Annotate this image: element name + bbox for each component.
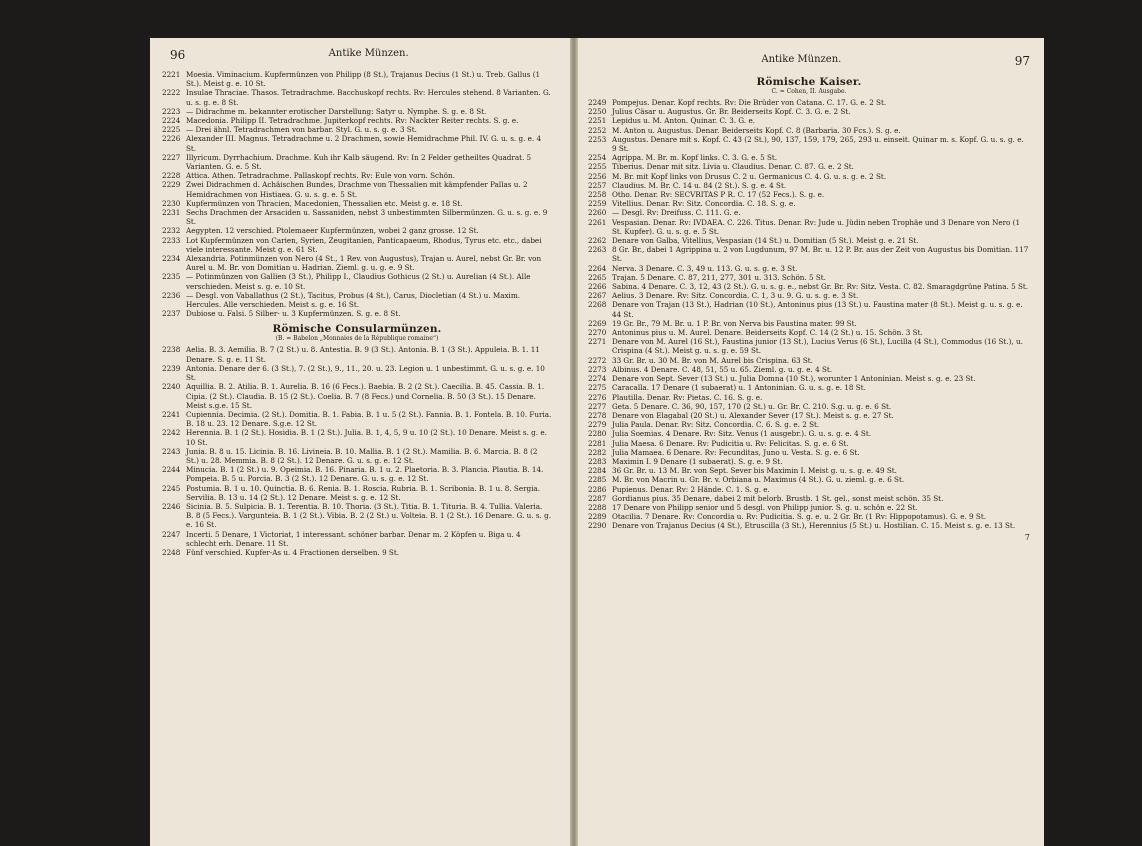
- catalog-entry: [162, 107, 552, 116]
- lot-number: 2279: [588, 420, 607, 430]
- lot-number: 2260: [588, 208, 607, 218]
- catalog-entry: [162, 530, 552, 548]
- section-subtitle: (B. = Babelon „Monnaies de la République romaine“): [275, 335, 439, 343]
- catalog-entry: [588, 503, 1030, 512]
- lot-description: Albinus. 4 Denare. C. 48, 51, 55 u. 65. Zieml. g. u. g. e. 4 St.: [612, 364, 833, 374]
- lot-description: M. Br. von Macrin u. Gr. Br. v. Orbiana u. Maximus (4 St.). G. u. zieml. g. e. 6 St.: [612, 475, 905, 485]
- lot-description: Dubiose u. Falsi. 5 Silber- u. 3 Kupfermünzen. S. g. e. 8 St.: [186, 309, 401, 319]
- lot-description: 19 Gr. Br., 79 M. Br. u. 1 P. Br. von Nerva bis Faustina mater. 99 St.: [612, 318, 857, 328]
- lot-number: 2249: [588, 98, 607, 107]
- catalog-entry: [588, 337, 1030, 355]
- lot-description: Minucia. B. 1 (2 St.) u. 9. Opeimia. B. 16. Pinaria. B. 1 u. 2. Plaetoria. B. 3. Plancia. Plautia. B. 14. Pompeia. B. 5 u. Porcia. B. 3 (2 St.). 12 Denare. G. u. s. g. e. 12 St.: [186, 465, 544, 484]
- lot-description: — Potinmünzen von Gallien (3 St.), Philipp I., Claudius Gothicus (2 St.) u. Aurelian (4 St.). Alle verschieden. Meist s. g. e. 10 St.: [186, 272, 531, 291]
- catalog-entry: [162, 236, 552, 254]
- book-gutter: [570, 38, 578, 846]
- lot-number: 2271: [588, 337, 607, 347]
- lot-description: Lepidus u. M. Anton. Quinar. C. 3. G. e.: [612, 116, 755, 126]
- lot-number: 2255: [588, 162, 607, 172]
- lot-number: 2244: [162, 465, 181, 475]
- lot-number: 2263: [588, 245, 607, 255]
- catalog-entry: [162, 254, 552, 272]
- lot-number: 2242: [162, 428, 181, 438]
- catalog-entry: [588, 356, 1030, 365]
- catalog-entry: [162, 291, 552, 309]
- catalog-entry: [588, 98, 1030, 107]
- lot-number: 2256: [588, 171, 607, 181]
- entry-list: [162, 70, 552, 318]
- catalog-entry: [162, 345, 552, 363]
- catalog-entry: [588, 328, 1030, 337]
- catalog-entry: [162, 309, 552, 318]
- catalog-entry: [162, 116, 552, 125]
- lot-number: 2230: [162, 198, 181, 208]
- lot-number: 2228: [162, 171, 181, 181]
- lot-description: Julia Paula. Denar. Rv: Sitz. Concordia. C. 6. S. g. e. 2 St.: [612, 420, 820, 430]
- catalog-entry: [588, 126, 1030, 135]
- lot-number: 2235: [162, 272, 181, 282]
- lot-description: Cupiennia. Decimia. (2 St.). Domitia. B. 1. Fabia. B. 1 u. 5 (2 St.). Fannia. B. 1. Fontela. B. 10. Furia. B. 18 u. 23. 12 Denare. S.g.e. 12 St.: [186, 409, 552, 429]
- lot-number: 2277: [588, 401, 607, 411]
- lot-description: Kupfermünzen von Thracien, Macedonien, Thessalien etc. Meist g. e. 18 St.: [186, 198, 463, 208]
- page-number: 97: [1014, 54, 1030, 68]
- lot-description: Antonia. Denare der 6. (3 St.), 7. (2 St.), 9., 11., 20. u. 23. Legion u. 1 unbestimmt. G. u. s. g. e. 10 St.: [186, 363, 545, 383]
- running-title: Antike Münzen.: [761, 54, 842, 65]
- catalog-entry: [588, 494, 1030, 503]
- lot-number: 2283: [588, 456, 607, 466]
- lot-number: 2258: [588, 190, 607, 200]
- lot-description: Junia. B. 8 u. 15. Licinia. B. 16. Livineia. B. 10. Mallia. B. 1 (2 St.). Mamilia. B. 6. Marcia. B. 8 (2 St.) u. 28. Memmia. B. 8 (2 St.). 12 Denare. G. u. s. g. e. 12 St.: [186, 446, 538, 465]
- lot-description: Antoninus pius u. M. Aurel. Denare. Beiderseits Kopf. C. 14 (2 St.) u. 15. Schön. 3 St.: [612, 328, 923, 338]
- lot-number: 2273: [588, 364, 607, 374]
- lot-number: 2250: [588, 107, 607, 117]
- lot-description: Moesia. Viminacium. Kupfermünzen von Philipp (8 St.), Trajanus Decius (1 St.) u. Treb. Gallus (1 St.). Meist g. e. 10 St.: [186, 70, 541, 89]
- catalog-entry: [162, 484, 552, 502]
- page-number: 96: [170, 48, 186, 62]
- catalog-entry: [162, 548, 552, 557]
- catalog-entry: [162, 502, 552, 530]
- lot-description: Julia Mamaea. 6 Denare. Rv: Fecunditas, Juno u. Vesta. S. g. e. 6 St.: [612, 447, 860, 457]
- catalog-entry: [162, 382, 552, 410]
- catalog-entry: [588, 190, 1030, 199]
- lot-number: 2247: [162, 529, 181, 539]
- lot-number: 2281: [588, 438, 607, 448]
- lot-description: Herennia. B. 1 (2 St.). Hosidia. B. 1 (2 St.). Julia. B. 1, 4, 5, 9 u. 10 (2 St.). 10 Denare. Meist s. g. e. 10 St.: [186, 428, 547, 447]
- catalog-entry: [588, 236, 1030, 245]
- lot-number: 2222: [162, 88, 181, 98]
- lot-number: 2267: [588, 291, 607, 301]
- lot-description: Aelius. 3 Denare. Rv: Sitz. Concordia. C. 1, 3 u. 9. G. u. s. g. e. 3 St.: [612, 291, 859, 301]
- catalog-entry: [588, 439, 1030, 448]
- section-title: Römische Consularmünzen.: [272, 323, 442, 336]
- lot-number: 2266: [588, 282, 607, 292]
- lot-description: Denare von Galba, Vitellius, Vespasian (14 St.) u. Domitian (5 St.). Meist g. e. 21 St.: [612, 236, 919, 246]
- catalog-entry: [162, 134, 552, 152]
- lot-number: 2253: [588, 134, 607, 144]
- lot-number: 2288: [588, 502, 607, 512]
- catalog-entry: [162, 226, 552, 235]
- catalog-entry: [588, 282, 1030, 291]
- lot-number: 2285: [588, 475, 607, 485]
- lot-number: 2241: [162, 409, 181, 419]
- catalog-entry: [162, 88, 552, 106]
- catalog-entry: [588, 273, 1030, 282]
- lot-description: Julius Cäsar u. Augustus. Gr. Br. Beiderseits Kopf. C. 3. G. e. 2 St.: [612, 107, 851, 117]
- catalog-entry: [588, 411, 1030, 420]
- lot-number: 2262: [588, 236, 607, 246]
- catalog-entry: [162, 180, 552, 198]
- lot-number: 2272: [588, 355, 607, 365]
- catalog-entry: [588, 448, 1030, 457]
- lot-number: 2261: [588, 217, 607, 227]
- lot-description: Denare von Trajan (13 St.), Hadrian (10 St.), Antoninus pius (13 St.) u. Faustina mater (8 St.). Meist g. u. s. g. e. 44 St.: [612, 300, 1023, 319]
- lot-description: Trajan. 5 Denare. C. 87, 211, 277, 301 u. 313. Schön. 5 St.: [612, 272, 826, 282]
- lot-number: 2252: [588, 125, 607, 135]
- lot-description: Tiberius. Denar mit sitz. Livia u. Claudius. Denar. C. 87. G. e. 2 St.: [612, 162, 854, 172]
- lot-number: 2234: [162, 254, 181, 264]
- lot-description: Aelia. B. 3. Aemilia. B. 7 (2 St.) u. 8. Antestia. B. 9 (3 St.). Antonia. B. 1 (3 St.). Appuleia. B. 1. 11 Denare. S. g. e. 11 St.: [186, 345, 540, 364]
- catalog-entry: [162, 364, 552, 382]
- lot-description: Plautilla. Denar. Rv: Pietas. C. 16. S. g. e.: [612, 392, 763, 402]
- lot-description: Caracalla. 17 Denare (1 subaerat) u. 1 Antoninian. G. u. s. g. e. 18 St.: [612, 383, 866, 393]
- lot-number: 2224: [162, 116, 181, 126]
- lot-number: 2239: [162, 363, 181, 373]
- lot-number: 2259: [588, 199, 607, 209]
- catalog-entry: [162, 465, 552, 483]
- lot-description: Agrippa. M. Br. m. Kopf links. C. 3. G. e. 5 St.: [612, 153, 778, 163]
- lot-number: 2264: [588, 263, 607, 273]
- lot-description: Insulae Thraciae. Thasos. Tetradrachme. Bacchuskopf rechts. Rv: Hercules stehend. 8 Varianten. G. u. s. g. e. 8 St.: [186, 88, 551, 107]
- catalog-entry: [588, 383, 1030, 392]
- lot-description: Pupienus. Denar. Rv: 2 Hände. C. 1. S. g. e.: [612, 484, 770, 494]
- running-title: Antike Münzen.: [328, 48, 409, 59]
- lot-description: Julia Maesa. 6 Denare. Rv: Pudicitia u. Rv: Felicitas. S. g. e. 6 St.: [612, 438, 849, 448]
- catalog-entry: [588, 264, 1030, 273]
- right-page: [578, 38, 1044, 846]
- lot-description: Pompejus. Denar. Kopf rechts. Rv: Die Brüder von Catana. C. 17. G. e. 2 St.: [612, 98, 887, 107]
- catalog-entry: [588, 218, 1030, 236]
- catalog-entry: [588, 475, 1030, 484]
- left-page: [150, 38, 570, 846]
- lot-description: Lot Kupfermünzen von Carien, Syrien, Zeugitanien, Panticapaeum, Rhodus, Tyrus etc. etc., dabei viele interessante. Meist g. e. 61 St.: [186, 235, 542, 254]
- catalog-entry: [588, 199, 1030, 208]
- lot-number: 2248: [162, 547, 181, 557]
- lot-number: 2237: [162, 309, 181, 319]
- lot-description: Maximin I. 9 Denare (1 subaerat). S. g. e. 9 St.: [612, 456, 783, 466]
- catalog-entry: [588, 521, 1030, 530]
- lot-description: 17 Denare von Philipp senior und 5 desgl. von Philipp junior. S. g. u. schön e. 22 St.: [612, 502, 918, 512]
- lot-description: — Didrachme m. bekannter erotischer Darstellung: Satyr u. Nymphe. S. g. e. 8 St.: [186, 106, 487, 116]
- lot-number: 2236: [162, 290, 181, 300]
- catalog-entry: [162, 153, 552, 171]
- right-page-content: [588, 54, 1030, 542]
- lot-description: 8 Gr. Br., dabei 1 Agrippina u. 2 von Lugdunum, 97 M. Br. u. 12 P. Br. aus der Zeit von Augustus bis Domitian. 117 St.: [612, 245, 1029, 264]
- lot-number: 2286: [588, 484, 607, 494]
- catalog-entry: [588, 485, 1030, 494]
- catalog-entry: [588, 162, 1030, 171]
- catalog-entry: [588, 135, 1030, 153]
- catalog-entry: [162, 208, 552, 226]
- entry-list: [162, 345, 552, 557]
- lot-number: 2240: [162, 382, 181, 392]
- catalog-entry: [588, 429, 1030, 438]
- lot-number: 2276: [588, 392, 607, 402]
- lot-number: 2232: [162, 226, 181, 236]
- lot-description: Claudius. M. Br. C. 14 u. 84 (2 St.). S. g. e. 4 St.: [612, 180, 787, 190]
- lot-number: 2287: [588, 493, 607, 503]
- lot-description: Fünf verschied. Kupfer-As u. 4 Fractionen derselben. 9 St.: [186, 547, 400, 557]
- lot-description: Denare von Elagabal (20 St.) u. Alexander Sever (17 St.). Meist s. g. e. 27 St.: [612, 410, 894, 420]
- catalog-entry: [588, 319, 1030, 328]
- catalog-entry: [588, 107, 1030, 116]
- lot-description: Augustus. Denare mit s. Kopf. C. 43 (2 St.), 90, 137, 159, 179, 265, 293 u. einseit. Quinar m. s. Kopf. G. u. s. g. e. 9 St.: [612, 134, 1024, 154]
- catalog-entry: [588, 374, 1030, 383]
- lot-number: 2280: [588, 429, 607, 439]
- catalog-entry: [588, 300, 1030, 318]
- catalog-entry: [588, 512, 1030, 521]
- lot-number: 2254: [588, 153, 607, 163]
- catalog-entry: [162, 171, 552, 180]
- lot-description: 33 Gr. Br. u. 30 M. Br. von M. Aurel bis Crispina. 63 St.: [612, 355, 813, 365]
- entry-list: [588, 98, 1030, 531]
- lot-number: 2246: [162, 501, 181, 511]
- lot-description: Nerva. 3 Denare. C. 3, 49 u. 113. G. u. s. g. e. 3 St.: [612, 263, 798, 273]
- lot-description: Sabina. 4 Denare. C. 3, 12, 43 (2 St.). G. u. s. g. e., nebst Gr. Br. Rv: Sitz. Vesta. C. 82. Smaragdgrüne Patina. 5 St.: [612, 282, 1029, 292]
- lot-number: 2243: [162, 446, 181, 456]
- lot-number: 2270: [588, 328, 607, 338]
- section-subtitle: C. = Cohen, II. Ausgabe.: [771, 88, 847, 95]
- lot-number: 2257: [588, 180, 607, 190]
- catalog-entry: [162, 272, 552, 290]
- lot-number: 2282: [588, 447, 607, 457]
- catalog-entry: [588, 291, 1030, 300]
- catalog-entry: [588, 393, 1030, 402]
- lot-description: Alexander III. Magnus. Tetradrachme u. 2 Drachmen, sowie Hemidrachme Phil. IV. G. u. s. g. e. 4 St.: [186, 134, 542, 153]
- lot-number: 2223: [162, 106, 181, 116]
- catalog-entry: [588, 245, 1030, 263]
- lot-number: 2269: [588, 318, 607, 328]
- catalog-entry: [588, 208, 1030, 217]
- right-page-header: [588, 54, 1030, 68]
- lot-number: 2274: [588, 374, 607, 384]
- lot-description: Illyricum. Dyrrhachium. Drachme. Kuh ihr Kalb säugend. Rv: In 2 Felder getheiltes Quadrat. 5 Varianten. G. e. 5 St.: [186, 152, 532, 172]
- lot-description: — Desgl. Rv: Dreifuss. C. 111. G. e.: [612, 208, 741, 218]
- catalog-entry: [588, 365, 1030, 374]
- lot-number: 2226: [162, 134, 181, 144]
- catalog-entry: [588, 116, 1030, 125]
- left-page-content: [162, 48, 552, 557]
- catalog-entry: [588, 153, 1030, 162]
- lot-description: Sechs Drachmen der Arsaciden u. Sassaniden, nebst 3 unbestimmten Silbermünzen. G. u. s. g. e. 9 St.: [186, 208, 548, 227]
- lot-number: 2233: [162, 235, 181, 245]
- lot-number: 2284: [588, 466, 607, 476]
- lot-description: Sicinia. B. 5. Sulpicia. B. 1. Terentia. B. 10. Thoria. (3 St.). Titia. B. 1. Tituria. B. 4. Tullia. Valeria. B. 8 (5 Fecs.). Vargunteia. B. 1 (2 St.). Vibia. B. 2 (2 St.) u. Volteia. B. 1 (2 St.). 16 Denare. G. u. s. g. e. 16 St.: [186, 501, 552, 530]
- lot-description: Incerti. 5 Denare, 1 Victoriat, 1 interessant. schöner barbar. Denar m. 2 Köpfen u. Biga u. 4 schlecht erh. Denare. 11 St.: [186, 529, 521, 548]
- lot-description: Denare von Trajanus Decius (4 St.), Etruscilla (3 St.), Herennius (5 St.) u. Hostilian. C. 15. Meist s. g. e. 13 St.: [612, 521, 1016, 531]
- catalog-entry: [588, 457, 1030, 466]
- lot-description: Otacilia. 7 Denare. Rv: Concordia u. Rv: Pudicitia. S. g. e. u. 2 Gr. Br. (1 Rv: Hippopotamus). G. e. 9 St.: [612, 512, 987, 522]
- lot-number: 2238: [162, 345, 181, 355]
- lot-description: — Drei ähnl. Tetradrachmen von barbar. Styl. G. u. s. g. e. 3 St.: [186, 125, 417, 135]
- signature-mark: 7: [1024, 532, 1030, 542]
- catalog-entry: [588, 402, 1030, 411]
- lot-description: Vitellius. Denar. Rv: Sitz. Concordia. C. 18. S. g. e.: [612, 199, 796, 209]
- lot-number: 2231: [162, 208, 181, 218]
- lot-description: Gordianus pius. 35 Denare, dabei 2 mit belorb. Brustb. 1 St. gel., sonst meist schön. 35 St.: [612, 493, 944, 503]
- catalog-entry: [162, 125, 552, 134]
- lot-number: 2225: [162, 125, 181, 135]
- lot-description: — Desgl. von Vaballathus (2 St.), Tacitus, Probus (4 St.), Carus, Diocletian (4 St.) u. Maxim. Hercules. Alle verschieden. Meist s. g. e. 16 St.: [186, 290, 520, 310]
- lot-description: Julia Soemias. 4 Denare. Rv: Sitz. Venus (1 ausgebr.). G. u. s. g. e. 4 St.: [612, 429, 872, 439]
- catalog-entry: [162, 447, 552, 465]
- catalog-entry: [162, 199, 552, 208]
- catalog-entry: [588, 466, 1030, 475]
- lot-description: Postumia. B. 1 u. 10. Quinctia. B. 6. Renia. B. 1. Roscia. Rubria. B. 1. Scribonia. B. 1 u. 8. Sergia. Servilia. B. 13 u. 14 (2 St.). 12 Denare. Meist s. g. e. 12 St.: [186, 483, 540, 502]
- lot-number: 2290: [588, 521, 607, 531]
- lot-number: 2245: [162, 483, 181, 493]
- left-page-header: [170, 48, 552, 62]
- catalog-entry: [162, 428, 552, 446]
- catalog-entry: [588, 181, 1030, 190]
- lot-number: 2221: [162, 70, 181, 79]
- lot-number: 2227: [162, 152, 181, 162]
- lot-description: Aquillia. B. 2. Atilia. B. 1. Aurelia. B. 16 (6 Fecs.). Baebia. B. 2 (2 St.). Caecilia. B. 45. Cassia. B. 1. Cipia. (2 St.). Claudia. B. 15 (2 St.). Coelia. B. 7 (8 Fecs.) und Cornelia. B. 50 (3 St.). 15 Denare. Meist s.g.e. 15 St.: [186, 382, 545, 410]
- lot-number: 2289: [588, 512, 607, 522]
- section-title: Römische Kaiser.: [756, 76, 862, 88]
- catalog-entry: [588, 172, 1030, 181]
- lot-description: Otho. Denar. Rv: SECVRITAS P R. C. 17 (52 Fecs.). S. g. e.: [612, 190, 825, 200]
- lot-number: 2265: [588, 272, 607, 282]
- lot-description: M. Anton u. Augustus. Denar. Beiderseits Kopf. C. 8 (Barbaria. 30 Fcs.). S. g. e.: [612, 125, 901, 135]
- lot-number: 2268: [588, 300, 607, 310]
- lot-description: Denare von Sept. Sever (13 St.) u. Julia Domna (10 St.), worunter 1 Antoninian. Meist s. g. e. 23 St.: [612, 374, 976, 384]
- lot-description: Attica. Athen. Tetradrachme. Pallaskopf rechts. Rv: Eule von vorn. Schön.: [186, 171, 455, 181]
- lot-description: Vespasian. Denar. Rv: IVDAEA. C. 226. Titus. Denar. Rv: Jude u. Jüdin neben Trophäe und 3 Denare von Nero (1 St. Kupfer). G. u. s. g. e. 5 St.: [612, 217, 1021, 236]
- lot-number: 2278: [588, 410, 607, 420]
- lot-description: Aegypten. 12 verschied. Ptolemaeer Kupfermünzen, wobei 2 ganz grosse. 12 St.: [186, 226, 479, 236]
- catalog-entry: [162, 410, 552, 428]
- lot-description: 36 Gr. Br. u. 13 M. Br. von Sept. Sever bis Maximin I. Meist g. u. s. g. e. 49 St.: [612, 466, 897, 476]
- lot-description: Alexandria. Potinmünzen von Nero (4 St., 1 Rev. von Augustus), Trajan u. Aurel, nebst Gr. Br. von Aurel u. M. Br. von Domitian u. Hadrian. Zieml. g. u. g. e. 9 St.: [186, 254, 542, 273]
- lot-number: 2251: [588, 116, 607, 126]
- lot-number: 2229: [162, 180, 181, 190]
- catalog-entry: [588, 420, 1030, 429]
- lot-description: Denare von M. Aurel (16 St.), Faustina junior (13 St.), Lucius Verus (6 St.), Lucilla (4 St.), Commodus (16 St.), u. Crispina (4 St.). Meist g. u. s. g. e. 59 St.: [612, 337, 1023, 356]
- lot-description: Macedonia. Philipp II. Tetradrachme. Jupiterkopf rechts. Rv: Nackter Reiter rechts. S. g. e.: [186, 116, 519, 126]
- lot-description: M. Br. mit Kopf links von Drusus C. 2 u. Germanicus C. 4. G. u. s. g. e. 2 St.: [612, 171, 887, 181]
- lot-description: Geta. 5 Denare. C. 36, 90, 157, 170 (2 St.) u. Gr. Br. C. 210. S.g. u. g. e. 6 St.: [612, 401, 892, 411]
- lot-number: 2275: [588, 383, 607, 393]
- lot-description: Zwei Didrachmen d. Achäischen Bundes, Drachme von Thessalien mit kämpfender Pallas u. 2 Hemidrachmen von Histiaea. G. u. s. g. e. 5 St.: [186, 180, 528, 199]
- catalog-entry: [162, 70, 552, 88]
